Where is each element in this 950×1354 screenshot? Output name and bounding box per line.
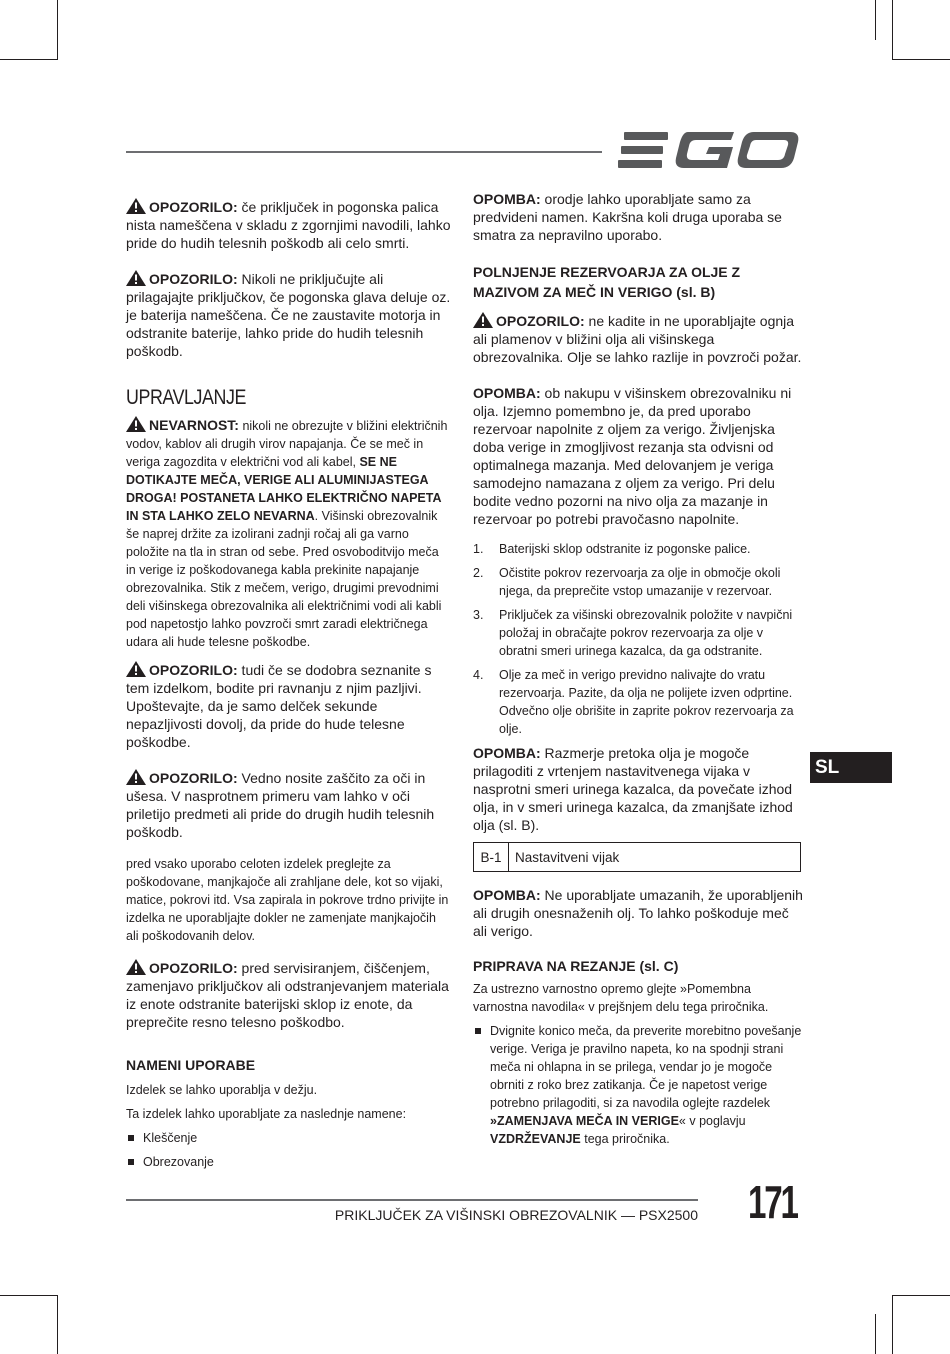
crop-mark (57, 1295, 58, 1354)
right-column (473, 190, 803, 834)
note-label: OPOMBA: (473, 385, 541, 401)
note-label: OPOMBA: (473, 191, 541, 207)
warning-text: tudi če se dodobra seznanite s tem izdelkom, bodite pri ravnanju z njim pazljivi. Upoštevajte, da je samo delček sekunde nepazljivosti dovolj, da pride do hude telesne poškodbe. (126, 662, 432, 750)
warning-5 (126, 959, 451, 1031)
warning-label: OPOZORILO: (149, 960, 238, 976)
crop-mark (875, 1314, 876, 1354)
section-heading-nameni-uporabe: NAMENI UPORABE (126, 1057, 256, 1073)
danger-block (126, 416, 451, 651)
warning-triangle-icon (126, 959, 146, 975)
list-item: 1. Baterijski sklop odstranite iz pogonske palice. (473, 542, 751, 556)
crop-mark (57, 0, 58, 60)
crop-mark (892, 1295, 893, 1354)
prep-list (473, 1022, 803, 1148)
note-text: ob nakupu v višinskem obrezovalniku ni olja. Izjemno pomembno je, da pred uporabo rezervoar napolnite z oljem za verigo. Življenjska doba verige in zmogljivost rezanja sta odvisni od optimalnega mazanja. Med delovanjem je veriga samodejno namazana z oljem za verigo. Pri delu bodite vedno pozorni na nivo olja za mazanje in rezervoar po potrebi pravočasno napolnite. (473, 385, 792, 527)
warning-4 (126, 769, 451, 841)
list-item: Obrezovanje (126, 1153, 451, 1171)
uses-list (126, 1129, 451, 1171)
crop-mark (892, 59, 950, 60)
note-4 (473, 886, 803, 940)
list-item: 3. Priključek za višinski obrezovalnik položite v navpični položaj in obračajte pokrov rezervoarja za olje v obratni smeri urinega kazalca, da ga odstranite. (473, 608, 793, 658)
crop-mark (892, 0, 893, 60)
crop-mark (892, 1295, 950, 1296)
list-item: 4. Olje za meč in verigo previdno nalivajte do vratu rezervoarja. Pazite, da olja ne polijete izven odprtine. Odvečno olje obrišite in zaprite pokrov rezervoarja za olje. (473, 668, 794, 736)
danger-bold-text: SE NE DOTIKAJTE MEČA, VERIGE ALI ALUMINIJASTEGA DROGA! POSTANETA LAHKO ELEKTRIČNO NAPETA IN STA LAHKO ZELO NEVARNA (126, 455, 442, 523)
warning-text: ne kadite in ne uporabljajte ognja ali plamenov v bližini olja ali višinskega obrezovalnika. Olje se lahko razlije in povzroči požar. (473, 313, 802, 365)
parts-table (473, 842, 801, 872)
note-3 (473, 744, 803, 834)
bullet-square-icon (128, 1135, 134, 1141)
bullet-square-icon (475, 1028, 481, 1034)
uses-paragraph-2: Ta izdelek lahko uporabljate za naslednje namene: (126, 1107, 407, 1121)
note-text: orodje lahko uporabljate samo za predvideni namen. Kakršna koli druga uporaba se smatra za nepravilno uporabo. (473, 191, 782, 243)
warning-3 (126, 661, 451, 751)
list-item: 2. Očistite pokrov rezervoarja za olje in območje okoli njega, da preprečite vstop umazanije v rezervoar. (473, 566, 781, 598)
note-text: Razmerje pretoka olja je mogoče prilagoditi z vrtenjem nastavitvenega vijaka v nasprotni smeri urinega kazalca, da povečate izhod olja, in v smeri urinega kazalca, da zmanjšate izhod olja (sl. B). (473, 745, 793, 833)
note-2 (473, 384, 803, 528)
warning-text: Nikoli ne priključujte ali prilagajajte priključkov, če pogonska glava deluje oz. je baterija nameščena. Če ne zaustavite motorja in odstranite baterije, lahko pride do hudih telesnih poškodb. (126, 271, 451, 359)
note-label: OPOMBA: (473, 887, 541, 903)
warning-triangle-icon (126, 198, 146, 214)
header-rule (126, 151, 602, 153)
warning-triangle-icon (126, 769, 146, 785)
fill-steps-list (473, 540, 803, 738)
warning-2 (126, 270, 451, 360)
danger-text-continued: . Višinski obrezovalnik še naprej držite za izolirani zadnji ročaj ali ga varno položite na tla in stran od sebe. Pred osvoboditvijo meča in verige iz poškodovanega kabla prekinite napajanje obrezovalnika. Stik z mečem, verigo, drugimi prevodnimi deli višinskega obrezovalnika ali električnimi vodi ali kabli pod napetostjo lahko povzroči smrt zaradi električnega udara ali hude telesne poškodbe. (126, 509, 442, 649)
warning-text: če priključek in pogonska palica nista nameščena v skladu z zgornjimi navodili, lahko pride do hudih telesnih poškodb ali celo smrti. (126, 199, 451, 251)
footer-rule (126, 1199, 698, 1201)
table-cell-label: Nastavitveni vijak (515, 849, 620, 865)
crop-mark (0, 59, 58, 60)
list-item: Dvignite konico meča, da preverite morebitno povešanje verige. Veriga je pravilno napeta, ko na spodnji strani meča ni ohlapna in se prilega, vendar jo je mogoče obrniti z roko brez zatikanja. Če je napetost verige potrebno prilagoditi, si za navodila oglejte razdelek »ZAMENJAVA MEČA IN VERIGE« v poglavju VZDRŽEVANJE tega priročnika. (473, 1022, 803, 1148)
warning-triangle-icon (473, 312, 493, 328)
crop-mark (0, 1295, 58, 1296)
warning-label: OPOZORILO: (149, 662, 238, 678)
prep-paragraph: Za ustrezno varnostno opremo glejte »Pomembna varnostna navodila« v prejšnjem delu tega priročnika. (473, 982, 769, 1014)
warning-label: OPOZORILO: (149, 199, 238, 215)
language-tab: SL (810, 752, 892, 783)
warning-1 (126, 198, 451, 252)
note-label: OPOMBA: (473, 745, 541, 761)
warning-text: pred servisiranjem, čiščenjem, zamenjavo priključkov ali odstranjevanjem materiala iz enote odstranite baterijski sklop iz enote, da preprečite resno telesno poškodbo. (126, 960, 449, 1030)
bullet-square-icon (128, 1159, 134, 1165)
section-heading-upravljanje: UPRAVLJANJE (126, 386, 246, 409)
footer-title: PRIKLJUČEK ZA VIŠINSKI OBREZOVALNIK — PSX2500 (334, 1207, 698, 1223)
warning-triangle-icon (126, 416, 146, 432)
warning-text: Vedno nosite zaščito za oči in ušesa. V nasprotnem primeru vam lahko v oči priletijo predmeti ali pride do drugih hudih telesnih poškodb. (126, 770, 435, 840)
warning-oil-fire (473, 312, 803, 366)
warning-label: OPOZORILO: (149, 271, 238, 287)
note-1 (473, 190, 803, 244)
note-text: Ne uporabljate umazanih, že uporabljenih ali drugih onesnaženih olj. To lahko poškoduje meč ali verigo. (473, 887, 803, 939)
danger-label: NEVARNOST: (149, 417, 239, 433)
right-column-lower (473, 886, 803, 1148)
crop-mark (875, 0, 876, 40)
page-number: 171 (748, 1176, 797, 1228)
left-column (126, 190, 451, 1171)
table-cell-code: B-1 (474, 843, 509, 871)
warning-triangle-icon (126, 270, 146, 286)
warning-label: OPOZORILO: (149, 770, 238, 786)
danger-text: nikoli ne obrezujte v bližini električnih vodov, kablov ali drugih virov napajanja. Če se meč in veriga zagozdita v električni vod ali kabel, (126, 419, 448, 469)
warning-label: OPOZORILO: (496, 313, 585, 329)
section-heading-polnjenje: POLNJENJE REZERVOARJA ZA OLJE Z MAZIVOM ZA MEČ IN VERIGO (sl. B) (473, 264, 741, 300)
warning-triangle-icon (126, 661, 146, 677)
inspection-paragraph: pred vsako uporabo celoten izdelek preglejte za poškodovane, manjkajoče ali zrahljane dele, kot so vijaki, matice, pokrovi itd. Vsa zapirala in pokrove trdno privijte in izdelka ne uporabljajte dokler ne zamenjate manjkajočih ali poškodovanih delov. (126, 857, 449, 943)
section-heading-priprava: PRIPRAVA NA REZANJE (sl. C) (473, 958, 679, 974)
list-item: Kleščenje (126, 1129, 451, 1147)
uses-paragraph-1: Izdelek se lahko uporablja v dežju. (126, 1083, 318, 1097)
ego-logo (618, 130, 800, 170)
